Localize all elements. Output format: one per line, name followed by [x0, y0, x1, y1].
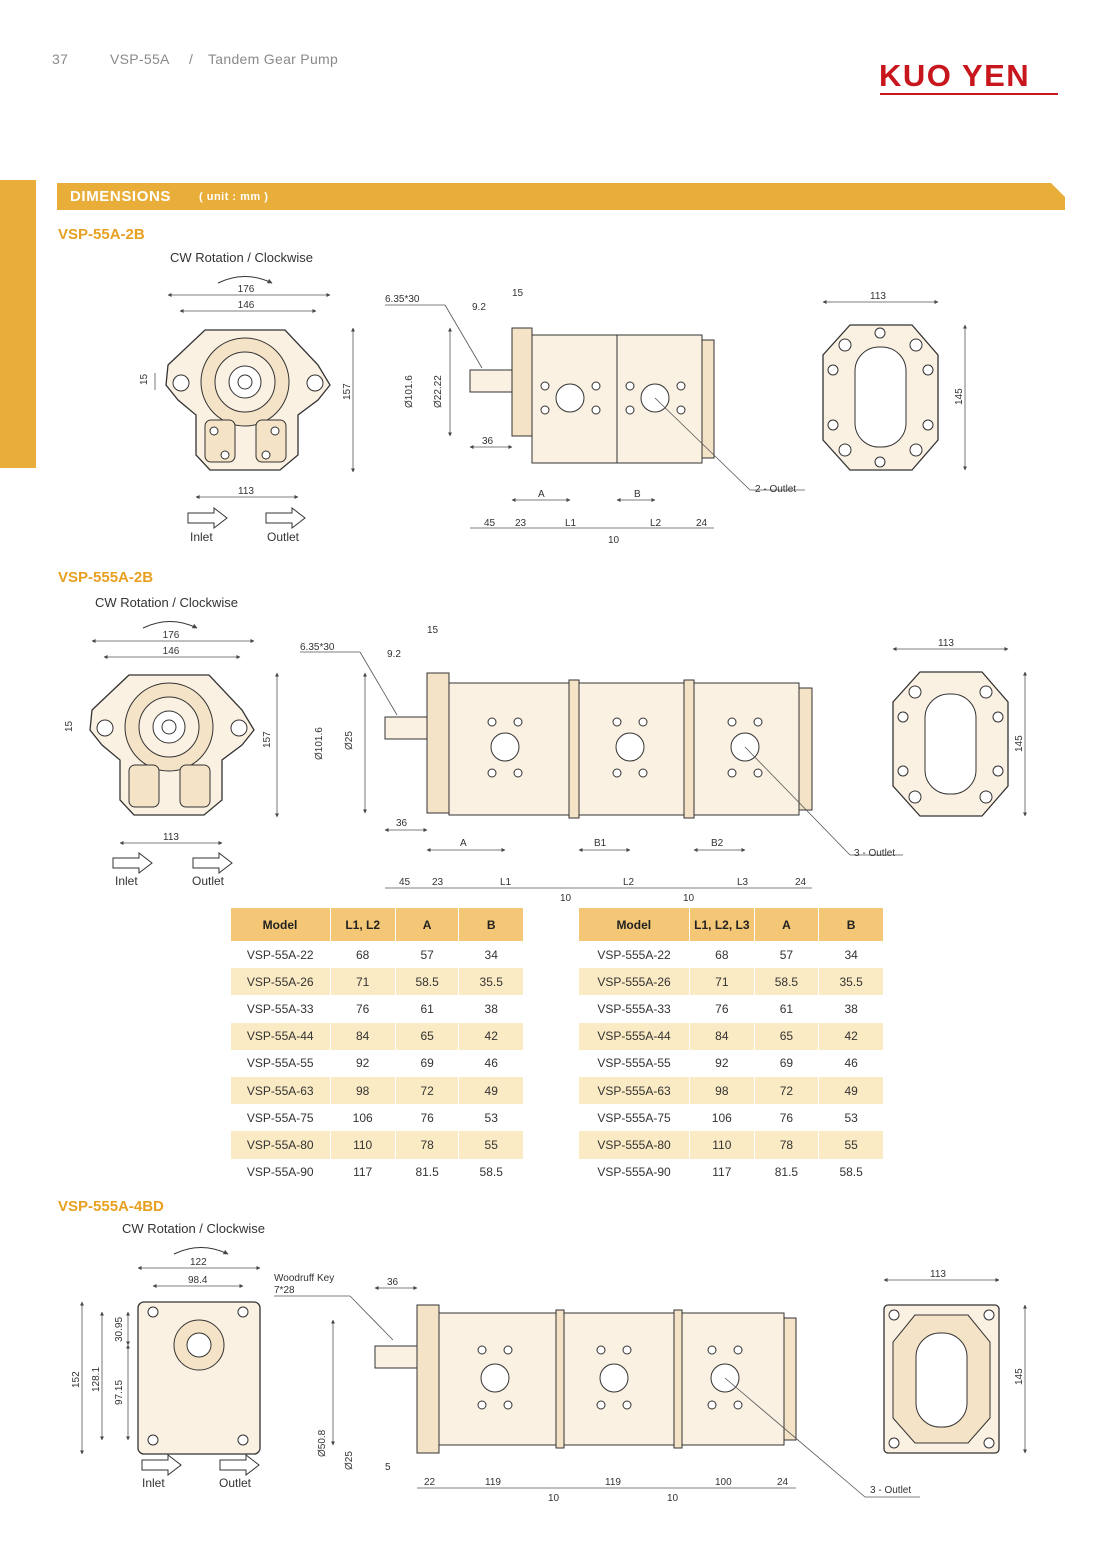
dimension-label: 30.95	[114, 1316, 125, 1342]
table-cell: 58.5	[754, 968, 819, 995]
dim-15: 15	[139, 373, 150, 385]
table-cell: 69	[754, 1050, 819, 1077]
dimension-label: 113	[163, 832, 179, 843]
dim-rear-113: 113	[870, 291, 886, 302]
dimension-label: L1	[500, 877, 512, 888]
dimension-label: 3 - Outlet	[870, 1485, 912, 1496]
table-cell: 49	[459, 1077, 523, 1104]
dimension-label: 10	[560, 893, 572, 904]
table-cell: VSP-555A-75	[579, 1104, 690, 1131]
dimension-label: 6.35*30	[300, 642, 335, 653]
dimension-label: Ø25	[344, 1451, 355, 1470]
header-product: Tandem Gear Pump	[208, 51, 339, 67]
dimension-label: Ø101.6	[314, 727, 325, 760]
dimension-label: 145	[1014, 1368, 1025, 1385]
table-cell: VSP-55A-26	[231, 968, 331, 995]
dim-36: 36	[482, 436, 494, 447]
table-cell: 35.5	[459, 968, 523, 995]
table-cell: 117	[330, 1159, 395, 1186]
table-cell: 69	[395, 1050, 459, 1077]
table-cell: 34	[459, 941, 523, 968]
dimension-label: 15	[64, 720, 75, 732]
dim-24: 24	[696, 518, 708, 529]
dimension-label: 3 - Outlet	[854, 848, 896, 859]
table-cell: 58.5	[395, 968, 459, 995]
table-cell: 81.5	[754, 1159, 819, 1186]
dim-45: 45	[484, 518, 496, 529]
table-cell: 55	[819, 1131, 883, 1158]
dimension-label: 119	[605, 1477, 621, 1488]
table-cell: 92	[330, 1050, 395, 1077]
table-cell: 49	[819, 1077, 883, 1104]
table-cell: 117	[690, 1159, 755, 1186]
table-cell: VSP-555A-63	[579, 1077, 690, 1104]
dimension-label: 23	[432, 877, 444, 888]
dim-146: 146	[237, 300, 255, 311]
table-cell: 68	[690, 941, 755, 968]
table-cell: 72	[754, 1077, 819, 1104]
col-l: L1, L2	[330, 908, 395, 941]
dim-pilot: Ø101.6	[404, 375, 415, 408]
dimension-label: 45	[399, 877, 411, 888]
dimension-label: 10	[683, 893, 695, 904]
inlet-label: Inlet	[190, 530, 213, 544]
section-title: VSP-555A-2B	[58, 569, 154, 586]
table-cell: 42	[459, 1023, 523, 1050]
rotation-label: CW Rotation / Clockwise	[170, 250, 314, 265]
col-model: Model	[231, 908, 331, 941]
table-cell: 46	[459, 1050, 523, 1077]
dim-l2: L2	[650, 518, 662, 529]
table-cell: 58.5	[459, 1159, 523, 1186]
dimension-label: 122	[190, 1257, 207, 1268]
table-cell: 72	[395, 1077, 459, 1104]
table-cell: 78	[395, 1131, 459, 1158]
dim-176: 176	[237, 284, 255, 295]
dimension-label: A	[460, 838, 467, 849]
dimension-label: 152	[71, 1371, 82, 1388]
table-cell: 106	[330, 1104, 395, 1131]
table-cell: VSP-555A-22	[579, 941, 690, 968]
dimension-label: 176	[162, 630, 180, 641]
dimension-label: 157	[262, 731, 273, 748]
table-cell: VSP-555A-26	[579, 968, 690, 995]
inlet-label: Inlet	[142, 1476, 165, 1490]
banner-title: DIMENSIONS	[70, 188, 172, 205]
table-cell: 61	[395, 995, 459, 1022]
page-number: 37	[52, 51, 69, 67]
table-cell: 92	[690, 1050, 755, 1077]
dim-chamfer: 6.35*30	[385, 294, 420, 305]
table-cell: 57	[754, 941, 819, 968]
table-cell: 81.5	[395, 1159, 459, 1186]
dimension-label: 5	[385, 1462, 391, 1473]
dimension-label: L3	[737, 877, 749, 888]
table-cell: VSP-55A-22	[231, 941, 331, 968]
table-cell: VSP-55A-90	[231, 1159, 331, 1186]
table-cell: 110	[330, 1131, 395, 1158]
table-cell: 35.5	[819, 968, 883, 995]
dimension-label: 113	[930, 1269, 946, 1280]
table-cell: 76	[754, 1104, 819, 1131]
dim-rear-145: 145	[954, 388, 965, 405]
inlet-label: Inlet	[115, 874, 138, 888]
table-cell: 42	[819, 1023, 883, 1050]
rear-view-3	[884, 1305, 999, 1453]
dim-9-2: 9.2	[472, 302, 486, 313]
rotation-label: CW Rotation / Clockwise	[122, 1221, 266, 1236]
table-cell: 46	[819, 1050, 883, 1077]
table-cell: VSP-55A-63	[231, 1077, 331, 1104]
col-l: L1, L2, L3	[690, 908, 755, 941]
table-cell: 53	[819, 1104, 883, 1131]
brand-logo: KUO YEN	[879, 58, 1031, 93]
dimension-label: Ø25	[344, 731, 355, 750]
dim-15-flange: 15	[512, 288, 524, 299]
table-cell: 61	[754, 995, 819, 1022]
dimension-label: 24	[795, 877, 807, 888]
table-cell: 76	[395, 1104, 459, 1131]
table-cell: VSP-55A-80	[231, 1131, 331, 1158]
dimension-label: 9.2	[387, 649, 401, 660]
table-cell: VSP-555A-44	[579, 1023, 690, 1050]
dimension-label: 146	[162, 646, 180, 657]
table-cell: 106	[690, 1104, 755, 1131]
table-cell: VSP-555A-33	[579, 995, 690, 1022]
header-separator: /	[189, 51, 194, 67]
dimension-label: 24	[777, 1477, 789, 1488]
dimension-label: 97.15	[114, 1379, 125, 1405]
dimension-label: 10	[548, 1493, 560, 1504]
table-cell: 65	[754, 1023, 819, 1050]
table-cell: 68	[330, 941, 395, 968]
table-cell: VSP-55A-33	[231, 995, 331, 1022]
dimension-label: L2	[623, 877, 635, 888]
table-cell: 84	[690, 1023, 755, 1050]
dimension-label: 128.1	[91, 1366, 102, 1392]
outlet-note: 2 - Outlet	[755, 484, 797, 495]
dimension-label: 36	[387, 1277, 399, 1288]
table-cell: 76	[330, 995, 395, 1022]
rotation-label: CW Rotation / Clockwise	[95, 595, 239, 610]
table-cell: 98	[690, 1077, 755, 1104]
table-cell: 65	[395, 1023, 459, 1050]
dimension-label: 7*28	[274, 1285, 295, 1296]
table-cell: 71	[690, 968, 755, 995]
col-b: B	[459, 908, 523, 941]
col-b: B	[819, 908, 883, 941]
dim-157: 157	[342, 383, 353, 400]
dimension-label: 100	[715, 1477, 732, 1488]
table-cell: 84	[330, 1023, 395, 1050]
dimension-label: 145	[1014, 735, 1025, 752]
dimension-label: B2	[711, 838, 724, 849]
header-model: VSP-55A	[110, 51, 170, 67]
banner-unit: ( unit : mm )	[199, 191, 269, 203]
table-cell: 98	[330, 1077, 395, 1104]
table-cell: 58.5	[819, 1159, 883, 1186]
dimension-label: Ø50.8	[317, 1429, 328, 1457]
dim-10: 10	[608, 535, 620, 546]
front-view-3	[138, 1302, 260, 1454]
outlet-label: Outlet	[267, 530, 300, 544]
section-title: VSP-55A-2B	[58, 226, 145, 243]
dim-a: A	[538, 489, 545, 500]
dimension-label: 113	[938, 638, 954, 649]
table-cell: VSP-55A-75	[231, 1104, 331, 1131]
table-cell: VSP-555A-55	[579, 1050, 690, 1077]
dimension-label: 119	[485, 1477, 501, 1488]
table-cell: 110	[690, 1131, 755, 1158]
side-view-3	[375, 1305, 796, 1453]
table-cell: 55	[459, 1131, 523, 1158]
table-cell: VSP-55A-55	[231, 1050, 331, 1077]
table-cell: 71	[330, 968, 395, 995]
table-cell: 76	[690, 995, 755, 1022]
dim-113: 113	[238, 486, 254, 497]
dimension-label: Woodruff Key	[274, 1273, 335, 1284]
table-cell: 78	[754, 1131, 819, 1158]
col-a: A	[395, 908, 459, 941]
table-cell: VSP-555A-80	[579, 1131, 690, 1158]
table-cell: 38	[459, 995, 523, 1022]
dimension-label: 15	[427, 625, 439, 636]
dimension-label: 98.4	[188, 1275, 208, 1286]
outlet-label: Outlet	[219, 1476, 252, 1490]
table-cell: VSP-555A-90	[579, 1159, 690, 1186]
dimension-label: 22	[424, 1477, 436, 1488]
section-title: VSP-555A-4BD	[58, 1198, 164, 1215]
outlet-label: Outlet	[192, 874, 225, 888]
table-cell: 57	[395, 941, 459, 968]
dim-b: B	[634, 489, 641, 500]
dim-shaft: Ø22.22	[433, 375, 444, 408]
table-cell: 34	[819, 941, 883, 968]
dimension-label: 36	[396, 818, 408, 829]
dim-l1: L1	[565, 518, 577, 529]
table-cell: VSP-55A-44	[231, 1023, 331, 1050]
dim-23: 23	[515, 518, 527, 529]
dimension-label: 10	[667, 1493, 679, 1504]
col-a: A	[754, 908, 819, 941]
dimension-label: B1	[594, 838, 607, 849]
col-model: Model	[579, 908, 690, 941]
table-cell: 53	[459, 1104, 523, 1131]
table-cell: 38	[819, 995, 883, 1022]
